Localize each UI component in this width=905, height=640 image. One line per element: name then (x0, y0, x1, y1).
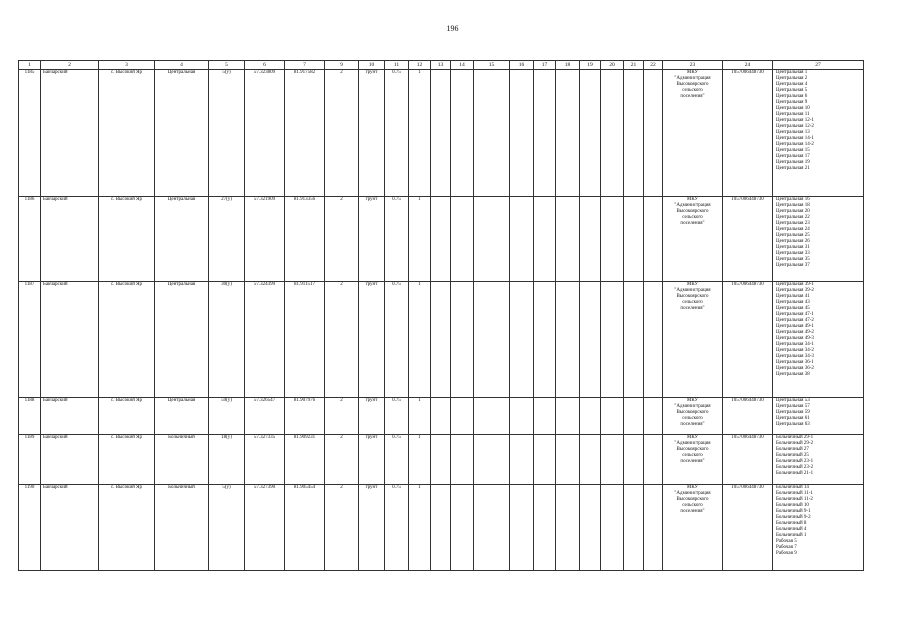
column-header: 4 (155, 61, 209, 70)
cell-settlement: с. Высокий Яр (99, 282, 155, 398)
column-header: 23 (663, 61, 723, 70)
cell-c11: 0.75 (385, 398, 409, 435)
cell-street: Центральная (155, 70, 209, 197)
page-number: 196 (446, 24, 459, 33)
cell-empty (474, 70, 510, 197)
cell-empty (624, 435, 644, 485)
column-header: 17 (534, 61, 556, 70)
cell-ogrn: 1057006448730 (723, 485, 773, 571)
cell-house: 30(у) (209, 282, 245, 398)
cell-lat: 57.321909 (245, 197, 285, 282)
cell-c9: 2 (325, 197, 359, 282)
cell-settlement: с. Высокий Яр (99, 485, 155, 571)
column-header: 18 (556, 61, 580, 70)
cell-c12: 1 (409, 435, 431, 485)
cell-empty (431, 70, 451, 197)
cell-empty (534, 197, 556, 282)
cell-num: 1188 (19, 398, 41, 435)
cell-c9: 2 (325, 70, 359, 197)
cell-empty (474, 398, 510, 435)
cell-empty (601, 398, 624, 435)
cell-c9: 2 (325, 282, 359, 398)
cell-empty (474, 485, 510, 571)
table-row (19, 398, 864, 435)
column-header: 16 (510, 61, 534, 70)
cell-district: Бакчарский (41, 197, 99, 282)
cell-owner: МКУ "Администрация Высокоярского сельского поселения" (663, 435, 723, 485)
cell-street: Больничный (155, 485, 209, 571)
cell-district: Бакчарский (41, 485, 99, 571)
cell-addresses: Больничный 14 Больничный 11-1 Больничный 11-2 Больничный 10 Больничный 9-1 Больничный 9-2 Больничный 8 Больничный 4 Больничный 1 Рабочая 5 Рабочая 7 Рабочая 9 (773, 485, 864, 571)
cell-empty (451, 485, 474, 571)
cell-empty (644, 485, 663, 571)
cell-ogrn: 1057006448730 (723, 435, 773, 485)
cell-empty (431, 398, 451, 435)
cell-c10: грунт (359, 435, 385, 485)
cell-settlement: с. Высокий Яр (99, 435, 155, 485)
cell-empty (580, 197, 601, 282)
cell-empty (624, 70, 644, 197)
cell-c12: 1 (409, 398, 431, 435)
cell-empty (431, 282, 451, 398)
cell-empty (624, 282, 644, 398)
cell-street: Центральная (155, 197, 209, 282)
cell-addresses: Центральная 1 Центральная 2 Центральная 4 Центральная 5 Центральная 6 Центральная 9 Центральная 10 Центральная 11 Центральная 12-1 Центральная 12-2 Центральная 13 Центральная 14-1 Центральная 14-2 Центральная 15 Центральная 17 Центральная 19 Центральная 21 (773, 70, 864, 197)
cell-lon: 81.909231 (285, 435, 325, 485)
cell-empty (451, 282, 474, 398)
cell-empty (474, 435, 510, 485)
registry-table (18, 60, 864, 571)
cell-empty (624, 398, 644, 435)
cell-empty (510, 485, 534, 571)
cell-lon: 81.913356 (285, 197, 325, 282)
cell-empty (556, 485, 580, 571)
cell-settlement: с. Высокий Яр (99, 197, 155, 282)
cell-empty (580, 485, 601, 571)
cell-street: Больничный (155, 435, 209, 485)
cell-lat: 57.323809 (245, 70, 285, 197)
cell-owner: МКУ "Администрация Высокоярского сельского поселения" (663, 70, 723, 197)
cell-empty (534, 485, 556, 571)
cell-lat: 57.324399 (245, 282, 285, 398)
column-header: 11 (385, 61, 409, 70)
cell-c10: грунт (359, 282, 385, 398)
cell-empty (644, 70, 663, 197)
column-header: 14 (451, 61, 474, 70)
cell-c10: грунт (359, 70, 385, 197)
cell-empty (510, 282, 534, 398)
cell-c9: 2 (325, 485, 359, 571)
cell-lat: 57.326547 (245, 398, 285, 435)
table-row (19, 435, 864, 485)
column-header: 10 (359, 61, 385, 70)
cell-num: 1189 (19, 435, 41, 485)
column-header: 5 (209, 61, 245, 70)
cell-c9: 2 (325, 435, 359, 485)
cell-empty (580, 435, 601, 485)
cell-house: 18(у) (209, 435, 245, 485)
cell-settlement: с. Высокий Яр (99, 398, 155, 435)
cell-empty (556, 197, 580, 282)
cell-district: Бакчарский (41, 435, 99, 485)
cell-street: Центральная (155, 398, 209, 435)
cell-num: 1185 (19, 70, 41, 197)
cell-settlement: с. Высокий Яр (99, 70, 155, 197)
cell-empty (474, 197, 510, 282)
cell-empty (556, 398, 580, 435)
cell-house: 5(у) (209, 70, 245, 197)
column-header: 7 (285, 61, 325, 70)
column-header: 2 (41, 61, 99, 70)
column-header: 24 (723, 61, 773, 70)
column-header: 13 (431, 61, 451, 70)
cell-c11: 0.75 (385, 70, 409, 197)
cell-lon: 81.905454 (285, 485, 325, 571)
cell-owner: МКУ "Администрация Высокоярского сельского поселения" (663, 485, 723, 571)
cell-district: Бакчарский (41, 70, 99, 197)
cell-c12: 1 (409, 485, 431, 571)
cell-empty (474, 282, 510, 398)
cell-lon: 81.917582 (285, 70, 325, 197)
cell-ogrn: 1057006448730 (723, 398, 773, 435)
cell-empty (451, 398, 474, 435)
cell-empty (534, 70, 556, 197)
cell-empty (580, 398, 601, 435)
cell-ogrn: 1057006448730 (723, 197, 773, 282)
cell-empty (451, 197, 474, 282)
cell-lon: 81.911517 (285, 282, 325, 398)
column-header: 20 (601, 61, 624, 70)
column-header: 21 (624, 61, 644, 70)
cell-lat: 57.327335 (245, 435, 285, 485)
cell-c10: грунт (359, 398, 385, 435)
table-row (19, 485, 864, 571)
cell-district: Бакчарский (41, 282, 99, 398)
cell-empty (451, 70, 474, 197)
cell-owner: МКУ "Администрация Высокоярского сельского поселения" (663, 197, 723, 282)
table-row (19, 282, 864, 398)
header-row (19, 61, 864, 70)
cell-lat: 57.327390 (245, 485, 285, 571)
column-header: 3 (99, 61, 155, 70)
cell-empty (556, 282, 580, 398)
cell-empty (601, 435, 624, 485)
cell-house: 27(у) (209, 197, 245, 282)
column-header: 12 (409, 61, 431, 70)
column-header: 1 (19, 61, 41, 70)
column-header: 19 (580, 61, 601, 70)
cell-empty (556, 70, 580, 197)
cell-empty (510, 70, 534, 197)
column-header: 27 (773, 61, 864, 70)
cell-empty (534, 282, 556, 398)
cell-c11: 0.75 (385, 485, 409, 571)
table-row (19, 197, 864, 282)
cell-c9: 2 (325, 398, 359, 435)
cell-num: 1190 (19, 485, 41, 571)
cell-empty (624, 197, 644, 282)
cell-empty (644, 435, 663, 485)
column-header: 15 (474, 61, 510, 70)
cell-addresses: Больничный 29-1 Больничный 29-2 Больничный 27 Больничный 25 Больничный 23-1 Больничный 23-2 Больничный 21-1 (773, 435, 864, 485)
cell-c11: 0.75 (385, 282, 409, 398)
cell-empty (510, 398, 534, 435)
cell-empty (431, 197, 451, 282)
cell-c10: грунт (359, 197, 385, 282)
cell-empty (601, 485, 624, 571)
cell-empty (510, 197, 534, 282)
cell-c12: 1 (409, 197, 431, 282)
cell-empty (556, 435, 580, 485)
cell-num: 1186 (19, 197, 41, 282)
cell-empty (580, 282, 601, 398)
cell-empty (580, 70, 601, 197)
cell-owner: МКУ "Администрация Высокоярского сельского поселения" (663, 398, 723, 435)
cell-c12: 1 (409, 282, 431, 398)
column-header: 6 (245, 61, 285, 70)
cell-ogrn: 1057006448730 (723, 282, 773, 398)
cell-addresses: Центральная 53 Центральная 57 Центральная 59 Центральная 61 Центральная 63 (773, 398, 864, 435)
cell-empty (644, 282, 663, 398)
cell-addresses: Центральная 39-1 Центральная 39-2 Центральная 41 Центральная 43 Центральная 45 Центральная 47-1 Центральная 47-2 Центральная 49-1 Центральная 49-2 Центральная 49-3 Центральная 34-1 Центральная 34-2 Центральная 34-3 Центральная 36-1 Центральная 36-2 Центральная 38 (773, 282, 864, 398)
column-header: 9 (325, 61, 359, 70)
cell-empty (644, 197, 663, 282)
cell-empty (534, 398, 556, 435)
cell-empty (624, 485, 644, 571)
cell-empty (510, 435, 534, 485)
cell-district: Бакчарский (41, 398, 99, 435)
cell-addresses: Центральная 16 Центральная 18 Центральная 20 Центральная 22 Центральная 23 Центральная 24 Центральная 25 Центральная 26 Центральная 31 Центральная 33 Центральная 35 Центральная 37 (773, 197, 864, 282)
cell-num: 1187 (19, 282, 41, 398)
cell-c12: 1 (409, 70, 431, 197)
cell-empty (644, 398, 663, 435)
table-row (19, 70, 864, 197)
cell-empty (451, 435, 474, 485)
cell-empty (601, 70, 624, 197)
table-body (19, 70, 864, 571)
cell-house: 59(у) (209, 398, 245, 435)
cell-lon: 81.907976 (285, 398, 325, 435)
cell-empty (601, 282, 624, 398)
cell-empty (601, 197, 624, 282)
cell-c11: 0.75 (385, 435, 409, 485)
cell-c11: 0.75 (385, 197, 409, 282)
cell-owner: МКУ "Администрация Высокоярского сельского поселения" (663, 282, 723, 398)
cell-house: 5(у) (209, 485, 245, 571)
cell-street: Центральная (155, 282, 209, 398)
cell-empty (534, 435, 556, 485)
cell-empty (431, 435, 451, 485)
column-header: 22 (644, 61, 663, 70)
cell-c10: грунт (359, 485, 385, 571)
cell-ogrn: 1057006448730 (723, 70, 773, 197)
cell-empty (431, 485, 451, 571)
